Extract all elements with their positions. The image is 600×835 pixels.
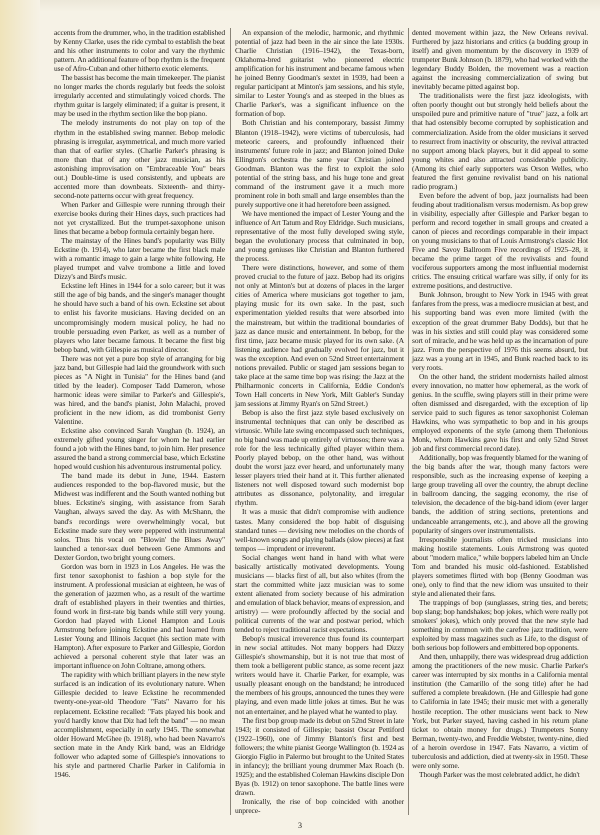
- paragraph: The band made its debut in June, 1944. Eastern audiences responded to the bop-flavored music, but the Midwest was indifferent and the South wanted nothing but blues. Eckstine's singing, with assistance from Sarah Vaughan, always saved the day. As with McShann, the band's recordings were overwhelmingly vocal, but Eckstine made sure they were peppered with instrumental solos. Thus his vocal on "Blowin' the Blues Away" launched a tenor-sax duel between Gene Ammons and Dexter Gordon, two bright young comers.: [54, 471, 225, 562]
- paragraph: On the other hand, the strident modernists hailed almost every innovation, no matter how ephemeral, as the work of genius. In the scuffle, swing players still in their prime were often dismissed and disregarded, with the exception of lip service paid to such figures as tenor saxophonist Coleman Hawkins, who was sympathetic to bop and in his groups employed exponents of the style (among them Thelonious Monk, whom Hawkins gave his first and only 52nd Street job and first commercial record date).: [412, 371, 588, 454]
- paragraph: Additionally, bop was frequently blamed for the waning of the big bands after the war, though many factors were responsible, such as the increasing expense of keeping a large group traveling all over the country, the abrupt decline in ballroom dancing, the sagging economy, the rise of television, the decadence of the big-band idiom (ever larger bands, the addition of string sections, pretentions and undanceable arrangements, etc.), and above all the growing popularity of singers over instrumentalists.: [412, 453, 588, 535]
- page-top-shadow: [0, 0, 600, 12]
- paragraph: There were distinctions, however, and some of them proved crucial to the future of jazz. Bebop had its origins not only at Minton's but at dozens of places in the larger cities of America where musicians got together to jam, playing music for its own sake. In the past, such experimentation yielded results that were absorbed into the mainstream, but within the traditional boundaries of jazz as dance music and entertainment. In bebop, for the first time, jazz became music played for its own sake. (A listening audience had gradually evolved for jazz, but it was the exception. And even on 52nd Street entertainment notions prevailed. Public or staged jam sessions began to take place at the same time bop was rising: the Jazz at the Philharmonic concerts in California, Eddie Condon's Town Hall concerts in New York, Milt Gabler's Sunday jam sessions at Jimmy Ryan's on 52nd Street.): [235, 263, 404, 408]
- column-divider: [408, 28, 409, 815]
- paragraph: The traditionalists were the first jazz ideologists, with often poorly thought out but strongly held beliefs about the unspoiled pure and primitive nature of "true" jazz, a folk art that had ostensibly become corrupted by sophistication and commercialization. Aside from the older musicians it served to resurrect from inactivity or obscurity, the revival attracted no support among black players, but it did appeal to some young whites and also attracted considerable publicity. (Among its chief early supporters was Orson Welles, who featured the first genuine revivalist band on his national radio program.): [412, 91, 588, 191]
- paragraph: The first bop group made its debut on 52nd Street in late 1943; it consisted of Gillespie; bassist Oscar Pettiford (1922–1960), one of Jimmy Blanton's first and best followers; the white pianist George Wallington (b. 1924 as Giorgio Figlio in Palermo but brought to the United States in infancy); the brilliant young drummer Max Roach (b. 1925); and the established Coleman Hawkins disciple Don Byas (b. 1912) on tenor saxophone. The battle lines were drawn.: [235, 715, 404, 797]
- page-number: 3: [298, 821, 302, 830]
- paragraph: Bebop is also the first jazz style based exclusively on instrumental techniques that can only be described as virtuosic. While late swing encompassed such techniques, no big band was made up entirely of virtuosos; there was a role for the less technically gifted player within them. Poorly played bebop, on the other hand, was without doubt the worst jazz ever heard, and unfortunately many lesser players tried their hand at it. This further alienated listeners not well disposed toward such modernist bop attributes as dissonance, polytonality, and irregular rhythm.: [235, 407, 404, 508]
- paragraph: Eckstine left Hines in 1944 for a solo career; but it was still the age of big bands, and the singer's manager thought he should have such a band of his own. Eckstine set about to enlist his favorite musicians. Having decided on an uncompromisingly modern musical policy, he had no trouble persuading even Parker, as well as a number of players who later became famous. It became the first big bebop band, with Gillespie as musical director.: [54, 281, 225, 354]
- paragraph: Social changes went hand in hand with what were basically artistically motivated developments. Young musicians — blacks first of all, but also whites (from the start the committed white jazz musician was to some extent alienated from society because of his admiration and emulation of black behavior, means of expression, and artistry) — were profoundly affected by the social and political currents of the war and postwar period, which tended to reject traditional racist expectations.: [235, 552, 404, 635]
- paragraph: Both Christian and his contemporary, bassist Jimmy Blanton (1918–1942), were victims of tuberculosis, had meteoric careers, and profoundly influenced their instruments' future role in jazz; and Blanton joined Duke Ellington's orchestra the same year Christian joined Goodman. Blanton was the first to exploit the solo potential of the string bass, and his huge tone and great command of the instrument gave it a much more prominent role in both small and large ensembles than the purely supportive one it had heretofore been assigned.: [235, 118, 404, 209]
- paragraph: An expansion of the melodic, harmonic, and rhythmic potential of jazz had been in the air since the late 1930s. Charlie Christian (1916–1942), the Texas-born, Oklahoma-bred guitarist who pioneered electric amplification for his instrument and became famous when he joined Benny Goodman's sextet in 1939, had been a regular participant at Minton's jam sessions, and his style, similar to Lester Young's and as steeped in the blues as Charlie Parker's, was a significant influence on the formation of bop.: [235, 28, 404, 119]
- paragraph: There was not yet a pure bop style of arranging for big jazz band, but Gillespie had laid the groundwork with such pieces as "A Night in Tunisia" for the Hines band (and titled by the leader). Composer Tadd Dameron, whose harmonic ideas were similar to Parker's and Gillespie's, was hired, and the band's pianist, John Malachi, proved proficient in the new idiom, as did trombonist Gerry Valentine.: [54, 353, 225, 427]
- paragraph: Bebop's musical irreverence thus found its counterpart in new social attitudes. Not many boppers had Dizzy Gillespie's showmanship, but it is not true that most of them took a belligerent public stance, as some recent jazz writers would have it. Charlie Parker, for example, was usually pleasant enough on the bandstand; he introduced the members of his groups, announced the tunes they were playing, and even made little jokes at times. But he was not an entertainer, and he played what he wanted to play.: [235, 634, 404, 716]
- paragraph: dented movement within jazz, the New Orleans revival. Furthered by jazz historians and critics (a budding group in itself) and given momentum by the discovery in 1939 of trumpeter Bunk Johnson (b. 1879), who had worked with the legendary Buddy Bolden, the movement was a reaction against the increasing commercialization of swing but inevitably became pitted against bop.: [412, 28, 588, 92]
- paragraph: Gordon was born in 1923 in Los Angeles. He was the first tenor saxophonist to fashion a bop style for the instrument. A professional musician at eighteen, he was of the generation of jazzmen who, as a result of the wartime draft of established players in their twenties and thirties, found work in first-rate big bands while still very young. Gordon had played with Lionel Hampton and Louis Armstrong before joining Eckstine and had learned from Lester Young and Illinois Jacquet (his section mate with Hampton). After exposure to Parker and Gillespie, Gordon achieved a personal coherent style that later was an important influence on John Coltrane, among others.: [54, 561, 225, 671]
- paragraph: Even before the advent of bop, jazz journalists had been feuding about traditionalism versus modernism. As bop grew in visibility, especially after Gillespie and Parker began to perform and record together in small groups and created a canon of pieces and recordings comparable in their impact on young musicians to that of Louis Armstrong's classic Hot Five and Savoy Ballroom Five recordings of 1925–28, it became the prime target of the revivalists and found vociferous supporters among the most influential modernist critics. The ensuing critical warfare was silly, if only for its extreme positions, and destructive.: [412, 190, 588, 291]
- paragraph: Eckstine also convinced Sarah Vaughan (b. 1924), an extremely gifted young singer for whom he had earlier found a job with the Hines band, to join him. Her presence assured the band a strong commercial base, which Eckstine hoped would cushion his adventurous instrumental policy.: [54, 426, 225, 472]
- text-column-2: [235, 28, 404, 815]
- paragraph: Though Parker was the most celebrated addict, he didn't: [419, 769, 580, 779]
- paragraph: accents from the drummer, who, in the tradition established by Kenny Clarke, uses the ride cymbal to establish the beat and his other instruments to color and vary the rhythmic pattern. An additional feature of bop rhythm is the frequent use of Afro-Cuban and other hitherto exotic elements.: [54, 28, 225, 74]
- paragraph: We have mentioned the impact of Lester Young and the influence of Art Tatum and Roy Eldridge. Such musicians, representative of the most fully developed swing style, began the evolutionary process that culminated in bop, and young geniuses like Christian and Blanton furthered the process.: [235, 208, 404, 264]
- column-divider: [230, 28, 231, 815]
- paragraph: The bassist has become the main timekeeper. The pianist no longer marks the chords regularly but feeds the soloist irregularly accented and stimulatingly voiced chords. The rhythm guitar is largely eliminated; if a guitar is present, it may be used in the rhythm section like the bop piano.: [54, 73, 225, 119]
- paragraph: When Parker and Gillespie were running through their exercise books during their Hines days, such practices had not yet crystallized. But the trumpet-saxophone unison lines that became a bebop formula certainly began here.: [54, 199, 225, 237]
- paragraph: Bunk Johnson, brought to New York in 1945 with great fanfares from the press, was a mediocre musician at best, and his supporting band was even more limited (with the exception of the great drummer Baby Dodds), but that he was in his sixties and still could play was considered some sort of miracle, and he was held up as the incarnation of pure jazz. From the perspective of 1976 this seems absurd, but jazz was a young art in 1945, and Bunk reached back to its very roots.: [412, 290, 588, 372]
- paragraph: Ironically, the rise of bop coincided with another unprece-: [235, 796, 404, 816]
- text-column-3: [412, 28, 588, 779]
- paragraph: The mainstay of the Hines band's popularity was Billy Eckstine (b. 1914), who later became the first black male with a romantic image to gain a large white following. He played trumpet and valve trombone a little and loved Dizzy's and Bird's music.: [54, 236, 225, 282]
- text-column-1: [54, 28, 225, 779]
- paragraph: The rapidity with which brilliant players in the new style surfaced is an indication of its evolutionary nature. When Gillespie decided to leave Eckstine he recommended twenty-one-year-old Theodore "Fats" Navarro for his replacement. Eckstine recalled: "Fats played his book and you'd hardly know that Diz had left the band" — no mean accomplishment, especially in early 1945. The somewhat older Howard McGhee (b. 1918), who had been Navarro's section mate in the Andy Kirk band, was an Eldridge follower who adapted some of Gillespie's innovations to his style and partnered Charlie Parker in California in 1946.: [54, 670, 225, 779]
- paragraph: The melody instruments do not play on top of the rhythm in the established swing manner. Bebop melodic phrasing is irregular, asymmetrical, and much more varied than that of earlier styles. (Charlie Parker's phrasing is more than that of any other jazz musician, as his astonishing improvisation on "Embraceable You" bears out.) Double-time is used consistently, and upbeats are accented more than downbeats. Sixteenth- and thirty-second-note patterns occur with great frequency.: [54, 118, 225, 200]
- paragraph: It was a music that didn't compromise with audience tastes. Many considered the bop habit of disguising standard tunes — devising new melodies on the chords of well-known songs and playing ballads (slow pieces) at fast tempos — imprudent or irreverent.: [235, 507, 404, 553]
- paragraph: And then, unhappily, there was widespread drug addiction among the practitioners of the new music. Charlie Parker's career was interrupted by six months in a California mental institution (the Camarillo of the song title) after he had suffered a complete breakdown. (He and Gillespie had gone to California in late 1945; their music met with a generally hostile reception. The other musicians went back to New York, but Parker stayed, having cashed in his return plane ticket to obtain money for drugs.) Trumpeters Sonny Berman, twenty-two, and Freddie Webster, twenty-nine, died of a heroin overdose in 1947. Fats Navarro, a victim of tuberculosis and addiction, died at twenty-six in 1950. These were only some.: [412, 652, 588, 770]
- page-binding-edge: [0, 0, 40, 835]
- paragraph: The trappings of bop (sunglasses, string ties, and berets; bop slang; bop handshakes; bop jokes, which were really pot smokers' jokes), which only proved that the new style had something in common with the carefree jazz tradition, were exploited by mass magazines such as Life, to the disgust of both serious bop followers and embittered bop opponents.: [412, 597, 588, 653]
- paragraph: Irresponsible journalists often tricked musicians into making hostile statements. Louis Armstrong was quoted about "modern malice," while boppers labeled him an Uncle Tom and branded his music old-fashioned. Established players sometimes flirted with bop (Benny Goodman was one), only to find that the new idiom was unsuited to their style and alienated their fans.: [412, 534, 588, 598]
